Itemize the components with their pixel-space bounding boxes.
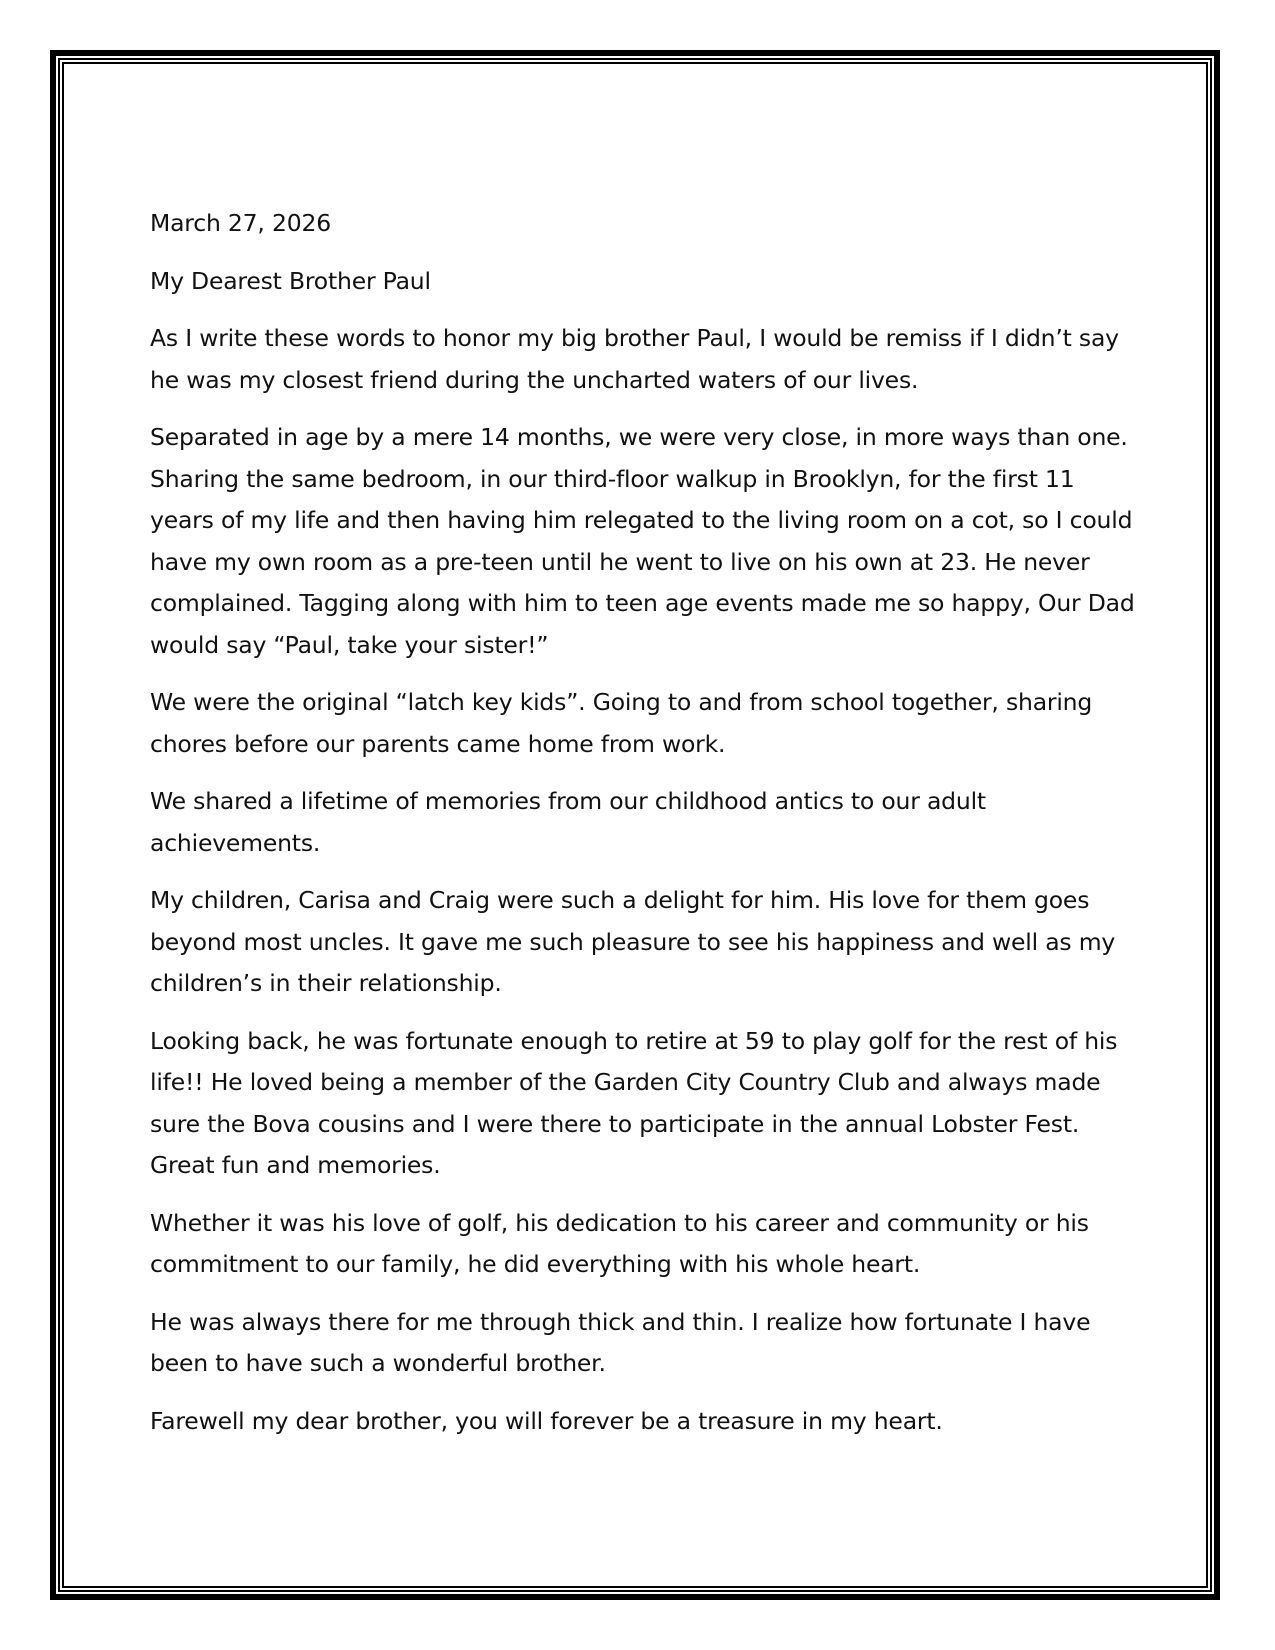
- letter-paragraph: Separated in age by a mere 14 months, we were very close, in more ways than one. Sharing the same bedroom, in our third-floor walkup in Brooklyn, for the first 11 years of my life and then having him relegated to the living room on a cot, so I could have my own room as a pre-teen until he went to live on his own at 23. He never complained. Tagging along with him to teen age events made me so happy, Our Dad would say “Paul, take your sister!”: [150, 423, 1135, 659]
- letter-salutation: My Dearest Brother Paul: [150, 266, 431, 295]
- letter-date: March 27, 2026: [150, 209, 331, 237]
- letter-paragraph: He was always there for me through thick and thin. I realize how fortunate I have been to have such a wonderful brother.: [150, 1307, 1091, 1377]
- letter-body: [150, 203, 1140, 1458]
- letter-paragraph: Looking back, he was fortunate enough to retire at 59 to play golf for the rest of his life!! He loved being a member of the Garden City Country Club and always made sure the Bova cousins and I were there to participate in the annual Lobster Fest. Great fun and memories.: [150, 1026, 1118, 1179]
- letter-paragraph: My children, Carisa and Craig were such a delight for him. His love for them goes beyond most uncles. It gave me such pleasure to see his happiness and well as my children’s in their relationship.: [150, 886, 1116, 997]
- letter-closing: Farewell my dear brother, you will forever be a treasure in my heart.: [150, 1406, 943, 1435]
- letter-paragraph: We shared a lifetime of memories from our childhood antics to our adult achievements.: [150, 787, 986, 857]
- letter-paragraph: As I write these words to honor my big brother Paul, I would be remiss if I didn’t say he was my closest friend during the uncharted waters of our lives.: [150, 324, 1119, 394]
- letter-paragraph: Whether it was his love of golf, his dedication to his career and community or his commitment to our family, he did everything with his whole heart.: [150, 1208, 1089, 1278]
- letter-paragraph: We were the original “latch key kids”. Going to and from school together, sharing chores before our parents came home from work.: [150, 688, 1093, 758]
